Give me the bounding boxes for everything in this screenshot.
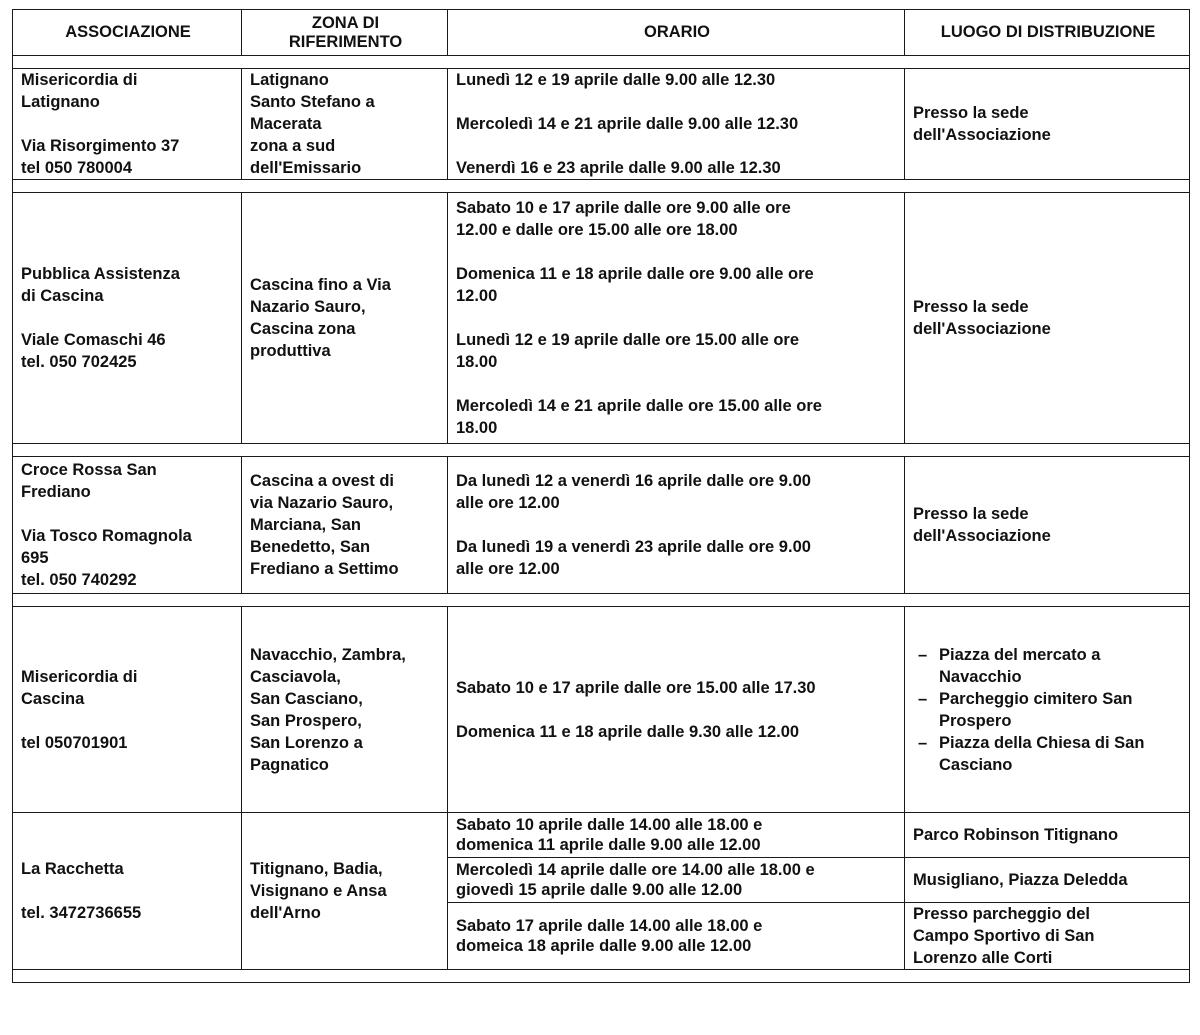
separator-row: [13, 970, 1190, 983]
orario-line: Da lunedì 12 a venerdì 16 aprile dalle ore 9.00 alle ore 12.00: [456, 472, 811, 512]
cell-zona: Navacchio, Zambra, Casciavola, San Casciano, San Prospero, San Lorenzo a Pagnatico: [242, 607, 448, 813]
associazione-contact: Viale Comaschi 46 tel. 050 702425: [21, 331, 166, 371]
header-row: [13, 10, 1190, 56]
list-item: – Piazza della Chiesa di San Casciano: [913, 732, 1183, 776]
associazione-contact: Via Tosco Romagnola 695 tel. 050 740292: [21, 527, 192, 589]
table-row: [13, 607, 1190, 813]
cell-orario: [448, 858, 905, 903]
cell-orario: [448, 903, 905, 970]
separator-row: [13, 56, 1190, 69]
cell-luogo: Presso parcheggio del Campo Sportivo di San Lorenzo alle Corti: [905, 903, 1190, 970]
cell-associazione: [13, 193, 242, 444]
header-associazione: ASSOCIAZIONE: [13, 10, 242, 56]
table-row: [13, 457, 1190, 594]
cell-zona: Titignano, Badia, Visignano e Ansa dell'Arno: [242, 813, 448, 970]
table-row: [13, 193, 1190, 444]
list-item: – Parcheggio cimitero San Prospero: [913, 688, 1183, 732]
header-zona: ZONA DI RIFERIMENTO: [242, 10, 448, 56]
cell-associazione: [13, 607, 242, 813]
cell-zona: Cascina a ovest di via Nazario Sauro, Marciana, San Benedetto, San Frediano a Settimo: [242, 457, 448, 594]
cell-luogo: Presso la sede dell'Associazione: [905, 69, 1190, 180]
orario-line: Venerdì 16 e 23 aprile dalle 9.00 alle 12.30: [456, 159, 781, 177]
cell-associazione: [13, 813, 242, 970]
table-row: [13, 813, 1190, 858]
associazione-contact: Via Risorgimento 37 tel 050 780004: [21, 137, 180, 177]
separator-row: [13, 594, 1190, 607]
place-list: [913, 644, 1183, 776]
associazione-name: Pubblica Assistenza di Cascina: [21, 265, 180, 305]
cell-orario: [448, 813, 905, 858]
cell-orario: [448, 193, 905, 444]
orario-line: Mercoledì 14 e 21 aprile dalle 9.00 alle 12.30: [456, 115, 799, 133]
header-luogo: LUOGO DI DISTRIBUZIONE: [905, 10, 1190, 56]
associazione-name: Misericordia di Cascina: [21, 667, 138, 708]
orario-line: Mercoledì 14 e 21 aprile dalle ore 15.00 alle ore 18.00: [456, 397, 822, 437]
orario-line: Domenica 11 e 18 aprile dalle ore 9.00 alle ore 12.00: [456, 265, 814, 305]
associazione-name: Croce Rossa San Frediano: [21, 461, 157, 501]
cell-zona: Cascina fino a Via Nazario Sauro, Cascina zona produttiva: [242, 193, 448, 444]
distribution-schedule-table: [12, 9, 1190, 983]
cell-luogo: Parco Robinson Titignano: [905, 813, 1190, 858]
cell-orario: [448, 607, 905, 813]
orario-line: Sabato 17 aprile dalle 14.00 alle 18.00 e domeica 18 aprile dalle 9.00 alle 12.00: [456, 917, 763, 955]
cell-luogo: [905, 607, 1190, 813]
cell-associazione: [13, 69, 242, 180]
orario-line: Lunedì 12 e 19 aprile dalle ore 15.00 alle ore 18.00: [456, 331, 800, 371]
orario-line: Sabato 10 aprile dalle 14.00 alle 18.00 e domenica 11 aprile dalle 9.00 alle 12.00: [456, 816, 763, 854]
orario-line: Domenica 11 e 18 aprile dalle 9.30 alle 12.00: [456, 722, 800, 741]
list-item: – Piazza del mercato a Navacchio: [913, 644, 1183, 688]
header-orario: ORARIO: [448, 10, 905, 56]
orario-line: Sabato 10 e 17 aprile dalle ore 15.00 alle 17.30: [456, 678, 816, 697]
orario-line: Mercoledì 14 aprile dalle ore 14.00 alle 18.00 e giovedì 15 aprile dalle 9.00 alle 12.00: [456, 861, 815, 899]
cell-orario: [448, 457, 905, 594]
cell-luogo: Presso la sede dell'Associazione: [905, 193, 1190, 444]
separator-row: [13, 444, 1190, 457]
cell-luogo: Presso la sede dell'Associazione: [905, 457, 1190, 594]
orario-line: Da lunedì 19 a venerdì 23 aprile dalle ore 9.00 alle ore 12.00: [456, 538, 811, 578]
associazione-name: La Racchetta: [21, 860, 124, 878]
orario-line: Sabato 10 e 17 aprile dalle ore 9.00 alle ore 12.00 e dalle ore 15.00 alle ore 18.00: [456, 199, 791, 239]
associazione-contact: tel 050701901: [21, 733, 128, 752]
table-row: [13, 69, 1190, 180]
associazione-contact: tel. 3472736655: [21, 904, 142, 922]
cell-associazione: [13, 457, 242, 594]
cell-zona: Latignano Santo Stefano a Macerata zona a sud dell'Emissario: [242, 69, 448, 180]
cell-luogo: Musigliano, Piazza Deledda: [905, 858, 1190, 903]
cell-orario: [448, 69, 905, 180]
orario-line: Lunedì 12 e 19 aprile dalle 9.00 alle 12.30: [456, 71, 776, 89]
associazione-name: Misericordia di Latignano: [21, 71, 138, 111]
separator-row: [13, 180, 1190, 193]
